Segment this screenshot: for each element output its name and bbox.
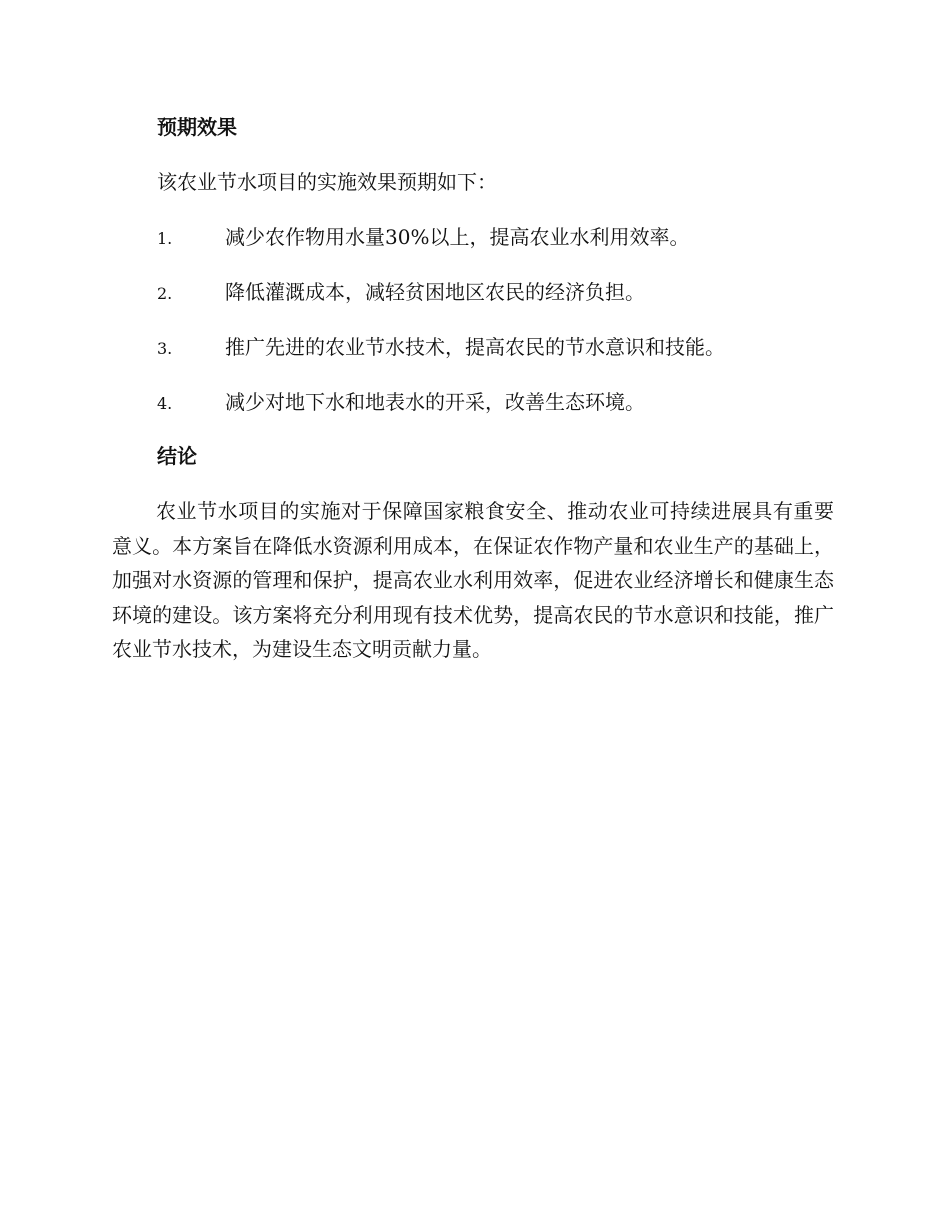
list-item-text: 减少对地下水和地表水的开采，改善生态环境。 bbox=[225, 390, 645, 414]
conclusion-paragraph: 农业节水项目的实施对于保障国家粮食安全、推动农业可持续进展具有重要意义。本方案旨在降低水资源利用成本，在保证农作物产量和农业生产的基础上，加强对水资源的管理和保护，提高农业水利用效率，促进农业经济增长和健康生态环境的建设。该方案将充分利用现有技术优势，提高农民的节水意识和技能，推广农业节水技术，为建设生态文明贡献力量。 bbox=[112, 499, 834, 661]
section-heading-conclusion: 结论 bbox=[157, 444, 197, 468]
effects-intro-text: 该农业节水项目的实施效果预期如下： bbox=[157, 170, 497, 194]
list-item-number: 3. bbox=[157, 339, 173, 358]
section-heading-expected-effects: 预期效果 bbox=[157, 115, 237, 139]
list-item-text: 降低灌溉成本，减轻贫困地区农民的经济负担。 bbox=[225, 280, 645, 304]
list-item-text: 减少农作物用水量30%以上，提高农业水利用效率。 bbox=[225, 225, 690, 249]
list-item-number: 4. bbox=[157, 394, 173, 413]
list-item-text: 推广先进的农业节水技术，提高农民的节水意识和技能。 bbox=[225, 335, 725, 359]
list-item-number: 1. bbox=[157, 229, 173, 248]
list-item-number: 2. bbox=[157, 284, 173, 303]
